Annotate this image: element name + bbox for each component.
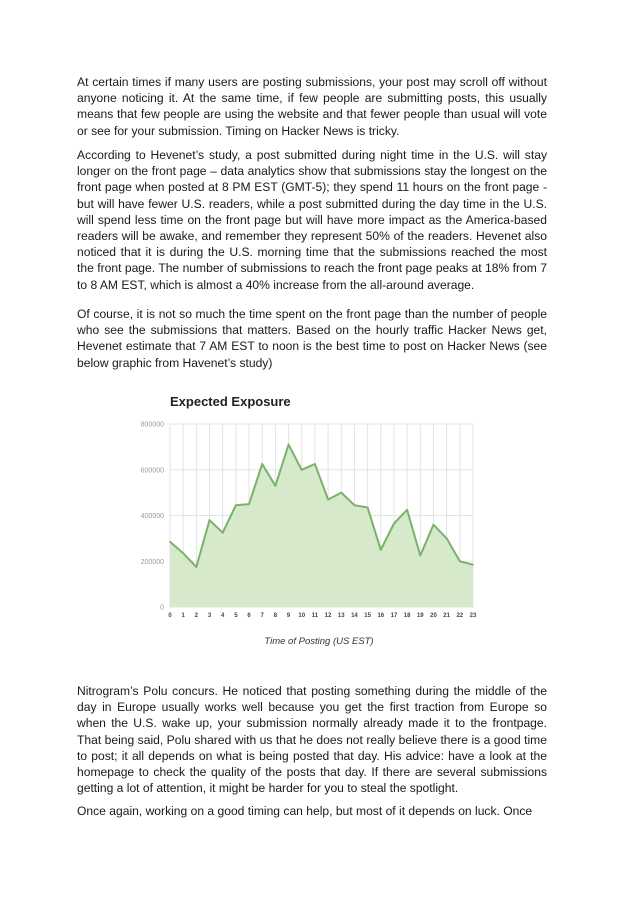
data-point [354, 504, 356, 506]
x-tick-label: 21 [443, 613, 450, 619]
data-point [380, 549, 382, 551]
data-point [261, 463, 263, 465]
data-point [433, 524, 435, 526]
x-tick-label: 7 [260, 613, 264, 619]
x-tick-label: 22 [456, 613, 464, 619]
y-tick-label: 0 [160, 604, 164, 612]
x-tick-label: 9 [286, 613, 291, 619]
x-tick-label: 16 [377, 613, 385, 619]
paragraph-traffic-exposure: Of course, it is not so much the time spent on the front page than the number of people who see the submissions that matters. Based on the hourly traffic Hacker News get, Hevenet estimate that 7 AM EST to noon is the best time to post on Hacker News (see below graphic from Havenet’s study) [77, 307, 547, 370]
paragraph-nitrogram-polu: Nitrogram’s Polu concurs. He noticed that posting something during the middle of the day in Europe usually works well because you get the first traction from Europe so when the U.S. wake up, your submission normally already made it to the frontpage. That being said, Polu shared with us that he does not really believe there is a good time to post; it all depends on what is being posted that day. His advice: have a look at the homepage to check the quality of the posts that day. If there are several submissions getting a lot of attention, it might be harder for you to steal the spotlight. [77, 684, 547, 796]
x-tick-label: 6 [247, 613, 251, 619]
data-point [472, 564, 474, 566]
x-tick-label: 11 [311, 613, 319, 619]
chart-x-axis-label: Time of Posting (US EST) [264, 636, 374, 647]
data-point [340, 492, 342, 494]
x-tick-label: 13 [337, 613, 345, 619]
data-point [420, 555, 422, 557]
paragraph-luck: Once again, working on a good timing can help, but most of it depends on luck. Once [77, 804, 533, 818]
chart-x-ticks [168, 613, 477, 619]
x-tick-label: 15 [364, 613, 371, 619]
y-tick-label: 800000 [140, 421, 164, 429]
data-point [406, 509, 408, 511]
paragraph-hevenet-study: According to Hevenet’s study, a post submitted during night time in the U.S. will stay longer on the front page – data analytics show that submissions stay the longest on the front page when posted at 8 PM EST (GMT-5); they spend 11 hours on the front page - but will have fewer U.S. readers, while a post submitted during the day time in the U.S. will spend less time on the front page but will have more impact as the America-based readers will be awake, and remember they represent 50% of the readers. Hevenet also noticed that it is during the U.S. morning time that the submissions reached the most the front page. The number of submissions to reach the front page peaks at 18% from 7 to 8 AM EST, which is almost a 40% increase from the all-around average. [77, 148, 547, 292]
data-point [367, 507, 369, 509]
x-tick-label: 12 [324, 613, 332, 619]
y-tick-label: 200000 [140, 558, 164, 566]
data-point [275, 485, 277, 487]
x-tick-label: 19 [416, 613, 424, 619]
x-tick-label: 8 [273, 613, 278, 619]
data-point [314, 463, 316, 465]
data-point [222, 532, 224, 534]
data-point [327, 499, 329, 501]
chart-y-ticks [141, 422, 164, 612]
data-point [288, 444, 290, 446]
x-tick-label: 14 [351, 613, 358, 619]
data-point [446, 538, 448, 540]
x-tick-label: 23 [469, 613, 477, 619]
data-point [301, 469, 303, 471]
expected-exposure-chart [118, 386, 490, 654]
x-tick-label: 4 [221, 613, 225, 619]
data-point [169, 541, 171, 543]
x-tick-label: 18 [403, 613, 411, 619]
x-tick-label: 2 [194, 613, 199, 619]
chart-title: Expected Exposure [170, 394, 291, 409]
data-point [393, 523, 395, 525]
data-point [196, 566, 198, 568]
paragraph-timing-intro: At certain times if many users are posting submissions, your post may scroll off without anyone noticing it. At the same time, if few people are submitting posts, this usually means that few people are using the website and that fewer people than usual will vote or see for your submission. Timing on Hacker News is tricky. [77, 75, 547, 138]
x-tick-label: 20 [430, 613, 437, 619]
x-tick-label: 0 [168, 613, 172, 619]
data-point [209, 519, 211, 521]
x-tick-label: 3 [207, 613, 212, 619]
y-tick-label: 400000 [140, 513, 164, 520]
data-point [248, 503, 250, 505]
x-tick-label: 10 [298, 613, 306, 619]
chart-canvas [118, 386, 490, 654]
data-point [235, 504, 237, 506]
y-tick-label: 600000 [140, 467, 164, 475]
x-tick-label: 1 [181, 613, 185, 619]
x-tick-label: 5 [234, 613, 238, 619]
data-point [182, 552, 184, 554]
data-point [459, 560, 461, 562]
x-tick-label: 17 [390, 613, 398, 619]
